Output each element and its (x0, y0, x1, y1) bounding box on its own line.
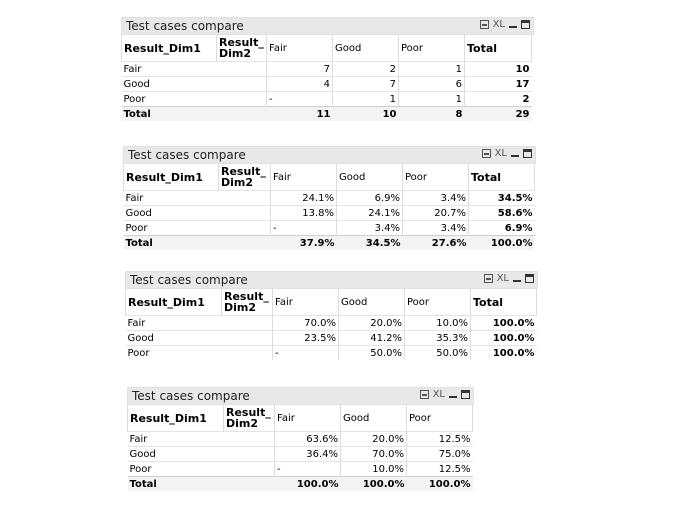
pivot-table-percent-of-total (123, 146, 536, 250)
cell: 20.0% (341, 432, 407, 447)
row-label[interactable]: Good (122, 77, 267, 92)
pivot-table-counts (121, 17, 534, 121)
print-icon[interactable] (484, 274, 493, 283)
cell: 1 (333, 92, 399, 107)
maximize-icon[interactable] (521, 20, 530, 29)
caption-icons (482, 148, 532, 159)
pivot-table (121, 35, 532, 121)
row-total: 2 (465, 92, 532, 107)
excel-export-icon[interactable]: XL (492, 19, 505, 30)
row-label[interactable]: Good (126, 331, 273, 346)
header-col-good[interactable]: Good (339, 289, 405, 316)
header-col-fair[interactable]: Fair (271, 164, 337, 191)
print-icon[interactable] (480, 20, 489, 29)
pivot-table-percent-of-column (127, 387, 474, 491)
row-total: 10 (465, 62, 532, 77)
cell: 35.3% (405, 331, 471, 346)
excel-export-icon[interactable]: XL (432, 389, 445, 400)
cell: 2 (333, 62, 399, 77)
cell: 20.0% (339, 316, 405, 331)
table-title: Test cases compare (128, 148, 246, 162)
cell: - (275, 462, 341, 477)
header-dim1[interactable]: Result_Dim1 (122, 35, 217, 62)
cell: 41.2% (339, 331, 405, 346)
header-col-good[interactable]: Good (333, 35, 399, 62)
excel-export-icon[interactable]: XL (496, 273, 509, 284)
header-col-good[interactable]: Good (341, 405, 407, 432)
row-total: 17 (465, 77, 532, 92)
header-col-poor[interactable]: Poor (405, 289, 471, 316)
cell: 23.5% (273, 331, 339, 346)
caption-icons (484, 273, 534, 284)
row-label[interactable]: Fair (124, 191, 271, 206)
table-title: Test cases compare (132, 389, 250, 403)
cell: 10 (333, 107, 399, 122)
row-total: 34.5% (469, 191, 535, 206)
cell: - (271, 221, 337, 236)
header-dim2[interactable]: Result_ Dim2 (219, 164, 271, 191)
pivot-table (123, 164, 535, 250)
header-dim1[interactable]: Result_Dim1 (124, 164, 219, 191)
table-row (124, 191, 535, 206)
table-row (122, 92, 532, 107)
cell: 70.0% (341, 447, 407, 462)
cell: 3.4% (403, 221, 469, 236)
row-total: 58.6% (469, 206, 535, 221)
table-title: Test cases compare (130, 273, 248, 287)
maximize-icon[interactable] (461, 390, 470, 399)
row-label[interactable]: Poor (126, 346, 273, 361)
cell: 7 (267, 62, 333, 77)
total-row (122, 107, 532, 122)
caption-icons (480, 19, 530, 30)
cell: 6.9% (337, 191, 403, 206)
cell: 100.0% (407, 477, 473, 492)
table-row (126, 316, 537, 331)
row-total: 6.9% (469, 221, 535, 236)
total-row (128, 477, 473, 492)
header-dim2[interactable]: Result_ Dim2 (222, 289, 273, 316)
header-col-fair[interactable]: Fair (275, 405, 341, 432)
table-row (122, 62, 532, 77)
table-row (128, 462, 473, 477)
header-col-fair[interactable]: Fair (267, 35, 333, 62)
header-dim1[interactable]: Result_Dim1 (126, 289, 222, 316)
header-col-poor[interactable]: Poor (399, 35, 465, 62)
row-label[interactable]: Poor (122, 92, 267, 107)
cell: 20.7% (403, 206, 469, 221)
maximize-icon[interactable] (525, 274, 534, 283)
minimize-icon[interactable] (509, 20, 517, 29)
cell: 50.0% (405, 346, 471, 361)
table-row (124, 206, 535, 221)
header-col-poor[interactable]: Poor (403, 164, 469, 191)
cell: 11 (267, 107, 333, 122)
table-row (124, 221, 535, 236)
cell: 63.6% (275, 432, 341, 447)
cell: 34.5% (337, 236, 403, 251)
table-row (122, 77, 532, 92)
cell: 13.8% (271, 206, 337, 221)
row-total: 100.0% (471, 331, 537, 346)
minimize-icon[interactable] (513, 274, 521, 283)
row-label[interactable]: Good (128, 447, 275, 462)
header-total: Total (465, 35, 532, 62)
cell: - (267, 92, 333, 107)
table-title: Test cases compare (126, 19, 244, 33)
pivot-table (125, 289, 537, 360)
row-label[interactable]: Fair (122, 62, 267, 77)
header-col-fair[interactable]: Fair (273, 289, 339, 316)
pivot-table (127, 405, 473, 491)
total-label: Total (124, 236, 271, 251)
cell: 27.6% (403, 236, 469, 251)
cell: 3.4% (403, 191, 469, 206)
header-col-good[interactable]: Good (337, 164, 403, 191)
row-label[interactable]: Poor (128, 462, 275, 477)
cell: 8 (399, 107, 465, 122)
cell: 12.5% (407, 462, 473, 477)
cell: 37.9% (271, 236, 337, 251)
cell: - (273, 346, 339, 361)
cell: 24.1% (337, 206, 403, 221)
minimize-icon[interactable] (511, 149, 519, 158)
table-caption[interactable] (121, 17, 534, 35)
cell: 100.0% (341, 477, 407, 492)
cell: 75.0% (407, 447, 473, 462)
cell: 1 (399, 62, 465, 77)
cell: 50.0% (339, 346, 405, 361)
total-label: Total (122, 107, 267, 122)
print-icon[interactable] (420, 390, 429, 399)
cell: 3.4% (337, 221, 403, 236)
cell: 10.0% (405, 316, 471, 331)
row-total: 100.0% (471, 316, 537, 331)
header-dim2[interactable]: Result_ Dim2 (217, 35, 267, 62)
row-label[interactable]: Fair (126, 316, 273, 331)
grand-total: 29 (465, 107, 532, 122)
table-caption[interactable] (123, 146, 536, 164)
print-icon[interactable] (482, 149, 491, 158)
table-caption[interactable] (127, 387, 474, 405)
row-label[interactable]: Good (124, 206, 271, 221)
excel-export-icon[interactable]: XL (494, 148, 507, 159)
row-label[interactable]: Fair (128, 432, 275, 447)
header-total: Total (471, 289, 537, 316)
cell: 24.1% (271, 191, 337, 206)
minimize-icon[interactable] (449, 390, 457, 399)
cell: 100.0% (275, 477, 341, 492)
header-dim1[interactable]: Result_Dim1 (128, 405, 224, 432)
table-row (126, 346, 537, 361)
table-row (128, 447, 473, 462)
table-row (128, 432, 473, 447)
caption-icons (420, 389, 470, 400)
header-dim2[interactable]: Result_ Dim2 (224, 405, 275, 432)
maximize-icon[interactable] (523, 149, 532, 158)
cell: 1 (399, 92, 465, 107)
header-col-poor[interactable]: Poor (407, 405, 473, 432)
cell: 36.4% (275, 447, 341, 462)
grand-total: 100.0% (469, 236, 535, 251)
cell: 70.0% (273, 316, 339, 331)
table-caption[interactable] (125, 271, 538, 289)
cell: 6 (399, 77, 465, 92)
header-total: Total (469, 164, 535, 191)
cell: 10.0% (341, 462, 407, 477)
row-label[interactable]: Poor (124, 221, 271, 236)
cell: 4 (267, 77, 333, 92)
total-row (124, 236, 535, 251)
row-total: 100.0% (471, 346, 537, 361)
total-label: Total (128, 477, 275, 492)
pivot-table-percent-of-row (125, 271, 538, 360)
cell: 12.5% (407, 432, 473, 447)
table-row (126, 331, 537, 346)
cell: 7 (333, 77, 399, 92)
